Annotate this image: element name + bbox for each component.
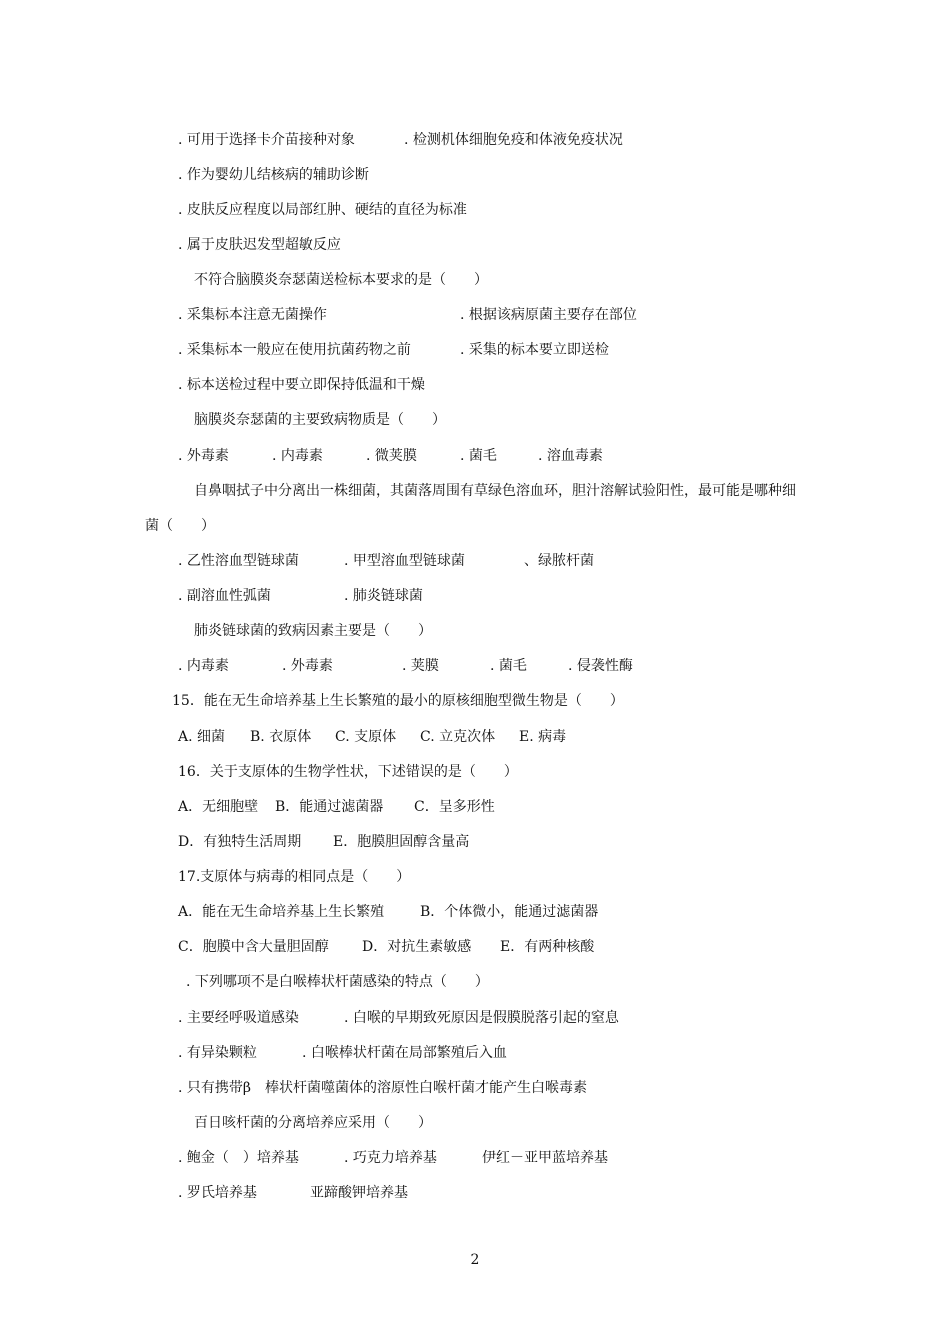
question-text: . 下列哪项不是白喉棒状杆菌感染的特点（ ）	[186, 974, 489, 990]
option-text: E．有两种核酸	[500, 939, 595, 955]
option-text: A．无细胞壁	[178, 799, 259, 815]
option-text: . 根据该病原菌主要存在部位	[460, 307, 637, 323]
option-text: C. 立克次体	[420, 729, 496, 745]
page-number: 2	[470, 1252, 480, 1268]
option-text: . 采集标本注意无菌操作	[178, 307, 327, 323]
option-text: . 内毒素	[272, 448, 323, 464]
option-text: E. 病毒	[519, 729, 567, 745]
text-line: . 属于皮肤迟发型超敏反应	[178, 237, 341, 253]
option-text: C. 支原体	[335, 729, 397, 745]
text-line: . 皮肤反应程度以局部红肿、硬结的直径为标准	[178, 202, 467, 218]
option-text: B. 衣原体	[250, 729, 312, 745]
question-text: 15．能在无生命培养基上生长繁殖的最小的原核细胞型微生物是（ ）	[172, 693, 624, 709]
option-text: A．能在无生命培养基上生长繁殖	[178, 904, 385, 920]
option-text: . 采集标本一般应在使用抗菌药物之前	[178, 342, 411, 358]
option-text: . 只有携带β 棒状杆菌噬菌体的溶原性白喉杆菌才能产生白喉毒素	[178, 1080, 587, 1096]
option-text: B．个体微小，能通过滤菌器	[420, 904, 599, 920]
option-text: A. 细菌	[178, 729, 226, 745]
question-text: 17.支原体与病毒的相同点是（ ）	[178, 869, 411, 885]
option-text: . 主要经呼吸道感染	[178, 1010, 299, 1026]
option-text: . 鲍金（ ）培养基	[178, 1150, 299, 1166]
option-text: . 有异染颗粒	[178, 1045, 257, 1061]
option-text: . 巧克力培养基	[344, 1150, 437, 1166]
option-text: E．胞膜胆固醇含量高	[333, 834, 470, 850]
text-line: . 检测机体细胞免疫和体液免疫状况	[404, 132, 623, 148]
question-text: 不符合脑膜炎奈瑟菌送检标本要求的是（ ）	[194, 272, 488, 288]
option-text: . 外毒素	[178, 448, 229, 464]
option-text: . 标本送检过程中要立即保持低温和干燥	[178, 377, 425, 393]
question-text: 菌（ ）	[145, 518, 215, 534]
option-text: D．对抗生素敏感	[362, 939, 472, 955]
option-text: . 乙性溶血型链球菌	[178, 553, 299, 569]
option-text: . 肺炎链球菌	[344, 588, 423, 604]
option-text: . 溶血毒素	[538, 448, 603, 464]
option-text: C．呈多形性	[414, 799, 495, 815]
option-text: D．有独特生活周期	[178, 834, 302, 850]
question-text: 肺炎链球菌的致病因素主要是（ ）	[194, 623, 432, 639]
option-text: 、绿脓杆菌	[524, 553, 594, 569]
option-text: B．能通过滤菌器	[275, 799, 384, 815]
text-line: . 作为婴幼儿结核病的辅助诊断	[178, 167, 369, 183]
option-text: 伊红－亚甲蓝培养基	[482, 1150, 608, 1166]
text-line: . 可用于选择卡介苗接种对象	[178, 132, 355, 148]
option-text: . 内毒素	[178, 658, 229, 674]
option-text: . 菌毛	[490, 658, 527, 674]
option-text: . 甲型溶血型链球菌	[344, 553, 465, 569]
option-text: . 白喉的早期致死原因是假膜脱落引起的窒息	[344, 1010, 619, 1026]
option-text: . 罗氏培养基	[178, 1185, 257, 1201]
option-text: . 微荚膜	[366, 448, 417, 464]
option-text: . 采集的标本要立即送检	[460, 342, 609, 358]
option-text: C．胞膜中含大量胆固醇	[178, 939, 329, 955]
option-text: . 白喉棒状杆菌在局部繁殖后入血	[302, 1045, 507, 1061]
question-text: 脑膜炎奈瑟菌的主要致病物质是（ ）	[194, 412, 446, 428]
option-text: . 菌毛	[460, 448, 497, 464]
option-text: . 荚膜	[402, 658, 439, 674]
option-text: . 侵袭性酶	[568, 658, 633, 674]
question-text: 16．关于支原体的生物学性状，下述错误的是（ ）	[178, 764, 518, 780]
question-text: 自鼻咽拭子中分离出一株细菌，其菌落周围有草绿色溶血环，胆汁溶解试验阳性，最可能是哪种细	[194, 483, 796, 499]
option-text: . 外毒素	[282, 658, 333, 674]
question-text: 百日咳杆菌的分离培养应采用（ ）	[194, 1115, 432, 1131]
option-text: 亚蹄酸钾培养基	[310, 1185, 408, 1201]
option-text: . 副溶血性弧菌	[178, 588, 271, 604]
